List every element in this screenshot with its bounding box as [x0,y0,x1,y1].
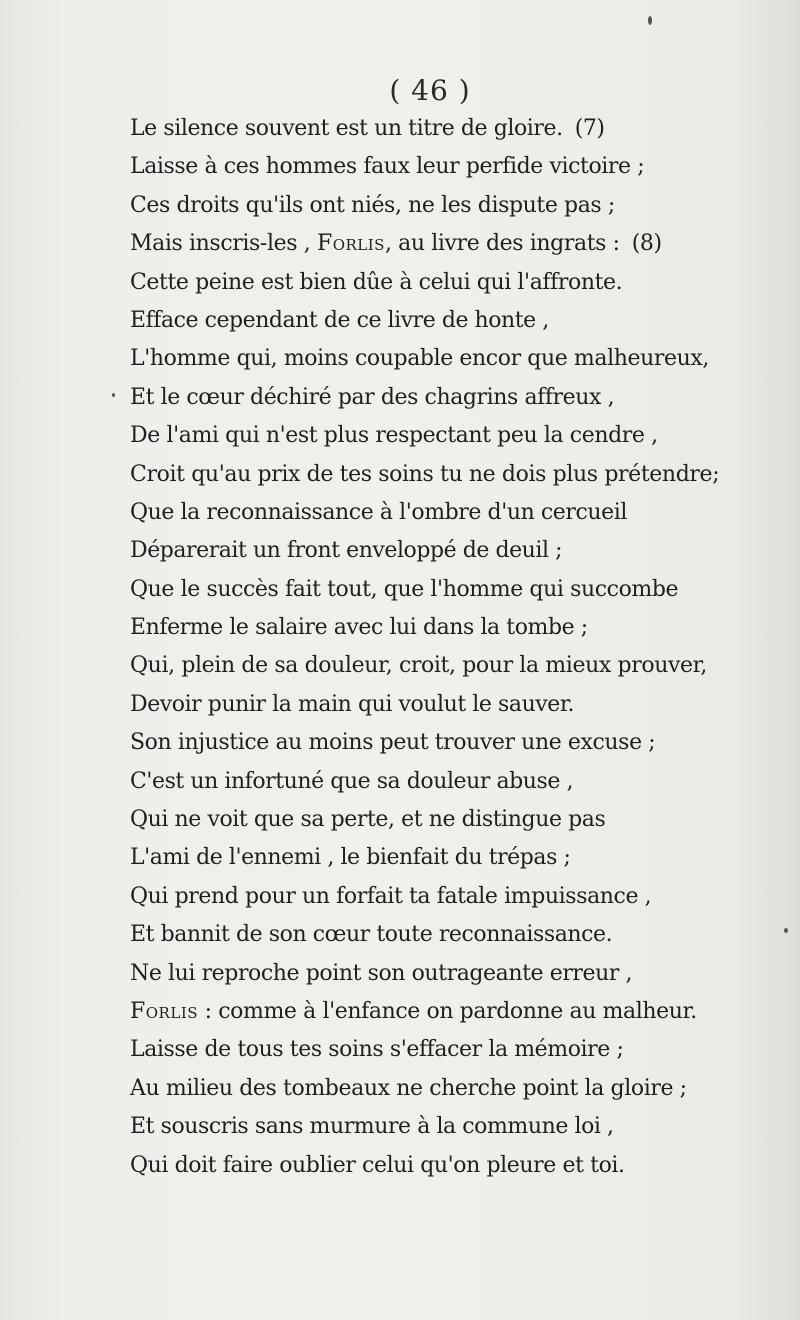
verse-text: Efface cependant de ce livre de honte , [130,307,549,333]
verse-line [130,609,790,647]
verse-line [130,763,790,801]
verse-line [130,187,790,225]
verse-text: Laisse de tous tes soins s'effacer la mémoire ; [130,1037,624,1063]
verse-line [130,532,790,570]
verse-line [130,1070,790,1108]
verse-text: Qui prend pour un forfait ta fatale impuissance , [130,883,652,909]
verse-text: L'ami de l'ennemi , le bienfait du trépas ; [130,845,571,871]
verse-text: Croit qu'au prix de tes soins tu ne dois plus prétendre; [130,461,720,487]
verse-line [130,494,790,532]
character-name: Forlis [130,998,199,1024]
ink-speck [112,393,115,397]
verse-text: Le silence souvent est un titre de gloire. [130,116,563,141]
verse-line [130,264,790,302]
footnote-marker: (8) [631,231,662,257]
verse-text: Qui doit faire oublier celui qu'on pleure et toi. [130,1152,625,1178]
verse-text: De l'ami qui n'est plus respectant peu la cendre , [130,423,658,449]
verse-line [130,1108,790,1146]
verse-text: Mais inscris-les , [130,231,317,257]
verse-line [130,1031,790,1069]
ink-speck [784,928,788,933]
verse-text: L'homme qui, moins coupable encor que malheureux, [130,346,709,372]
verse-line [130,225,790,263]
verse-text: Qui, plein de sa douleur, croit, pour la mieux prouver, [130,653,708,679]
verse-text: Enferme le salaire avec lui dans la tombe ; [130,615,588,641]
verse-text: Ne lui reproche point son outrageante erreur , [130,960,633,986]
verse-text-continued: : comme à l'enfance on pardonne au malheur. [198,998,697,1024]
verse-line [130,417,790,455]
verse-text: Et souscris sans murmure à la commune loi , [130,1114,614,1140]
verse-line [130,379,790,417]
verse-line [130,148,790,186]
verse-text: Que le succès fait tout, que l'homme qui succombe [130,576,679,602]
verse-line [130,993,790,1031]
verse-line [130,302,790,340]
verse-text: Que la reconnaissance à l'ombre d'un cercueil [130,499,627,525]
footnote-marker: (7) [574,116,605,141]
character-name: Forlis [316,231,385,257]
verse-text: Laisse à ces hommes faux leur perfide victoire ; [130,154,645,180]
verse-text: Au milieu des tombeaux ne cherche point la gloire ; [130,1075,687,1101]
verse-line [130,647,790,685]
verse-line [130,839,790,877]
poem-verses [130,110,790,1185]
verse-text: Et bannit de son cœur toute reconnaissance. [130,922,613,948]
ink-speck [648,16,652,25]
verse-line [130,916,790,954]
verse-line [130,110,790,148]
verse-line [130,1147,790,1185]
verse-line [130,955,790,993]
verse-text: Ces droits qu'ils ont niés, ne les dispute pas ; [130,192,615,218]
verse-line [130,340,790,378]
verse-text: Son injustice au moins peut trouver une excuse ; [130,730,656,756]
verse-text: Devoir punir la main qui voulut le sauver. [130,691,575,717]
verse-text: Qui ne voit que sa perte, et ne distingue pas [130,807,606,833]
verse-text-continued: , au livre des ingrats : [384,231,620,257]
verse-line [130,878,790,916]
verse-line [130,571,790,609]
verse-text: Cette peine est bien dûe à celui qui l'affronte. [130,269,623,295]
verse-text: Déparerait un front enveloppé de deuil ; [130,538,563,564]
verse-text: C'est un infortuné que sa douleur abuse , [130,768,574,794]
page-number: ( 46 ) [389,74,471,107]
verse-line [130,724,790,762]
verse-text: Et le cœur déchiré par des chagrins affreux , [130,384,615,410]
verse-line [130,801,790,839]
verse-line [130,456,790,494]
verse-line [130,686,790,724]
